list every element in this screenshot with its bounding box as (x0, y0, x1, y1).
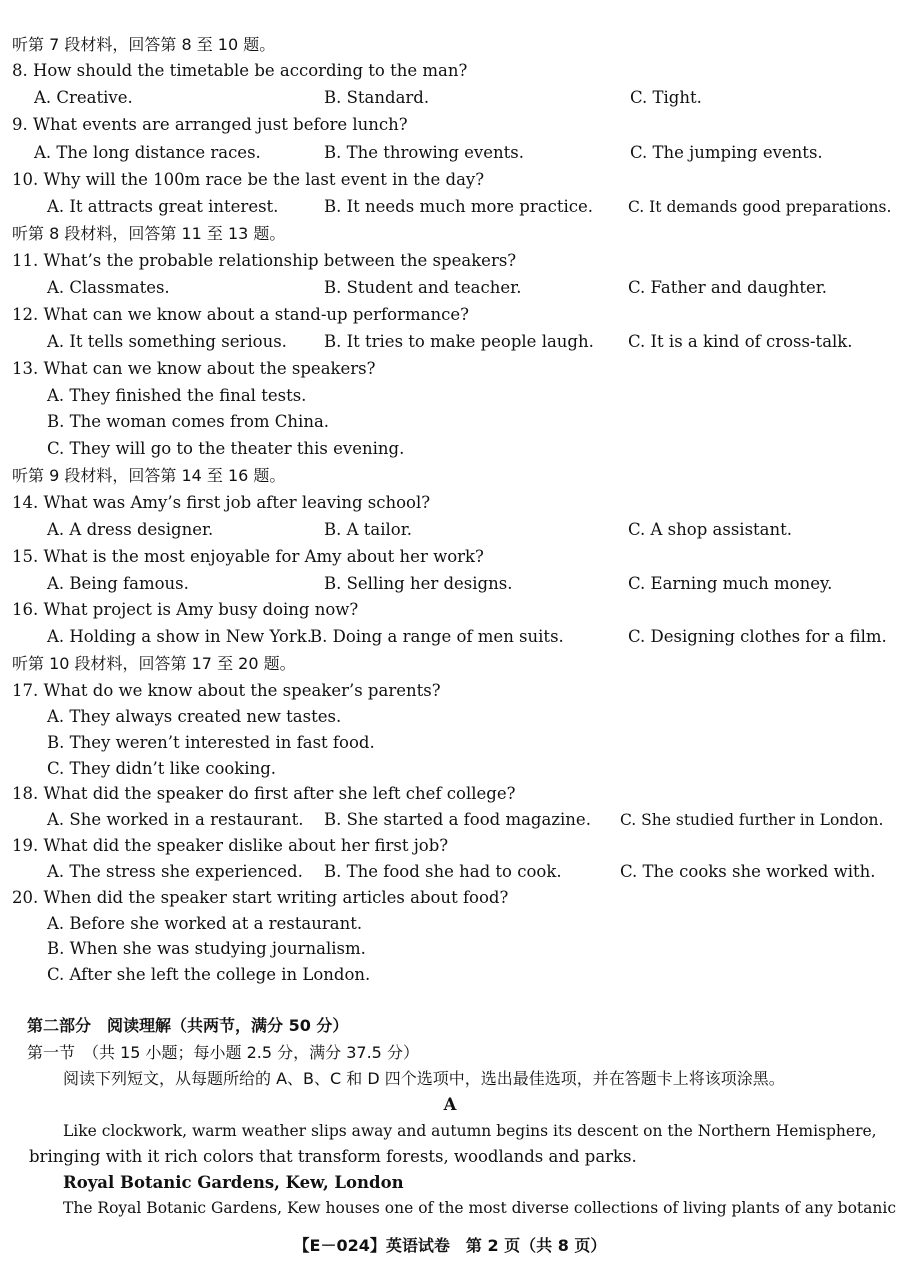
option-b: B. It needs much more practice. (324, 197, 593, 216)
question-15-stem: 15. What is the most enjoyable for Amy about her work? (12, 547, 484, 566)
option-b: B. The food she had to cook. (324, 862, 562, 881)
question-10-stem: 10. Why will the 100m race be the last event in the day? (12, 170, 485, 189)
question-14-options (0, 518, 900, 542)
question-17-stem: 17. What do we know about the speaker’s parents? (12, 681, 441, 700)
question-16-options (0, 625, 900, 649)
option-b: B. She started a food magazine. (324, 810, 591, 829)
question-9-stem: 9. What events are arranged just before lunch? (12, 115, 408, 134)
section-8-header: 听第 8 段材料，回答第 11 至 13 题。 (12, 224, 286, 243)
question-17-option-a: A. They always created new tastes. (47, 707, 342, 726)
question-15-options (0, 572, 900, 596)
option-a: A. The stress she experienced. (47, 862, 303, 881)
question-14-stem: 14. What was Amy’s first job after leaving school? (12, 493, 431, 512)
question-13-option-a: A. They finished the final tests. (47, 386, 307, 405)
question-8-stem: 8. How should the timetable be according to the man? (12, 61, 468, 80)
question-13-option-c: C. They will go to the theater this evening. (47, 439, 405, 458)
question-12-options (0, 330, 900, 354)
option-c: C. The jumping events. (630, 143, 823, 162)
option-a: A. Holding a show in New York. (47, 627, 312, 646)
question-20-stem: 20. When did the speaker start writing articles about food? (12, 888, 509, 907)
option-b: B. Student and teacher. (324, 278, 522, 297)
option-c: C. It is a kind of cross-talk. (628, 332, 853, 351)
question-11-stem: 11. What’s the probable relationship between the speakers? (12, 251, 517, 270)
question-13-option-b: B. The woman comes from China. (47, 412, 330, 431)
question-12-stem: 12. What can we know about a stand-up performance? (12, 305, 469, 324)
passage-paragraph-2-line-1: The Royal Botanic Gardens, Kew houses one of the most diverse collections of living plants of any botanic (63, 1199, 897, 1217)
option-b: B. Doing a range of men suits. (310, 627, 564, 646)
option-a: A. A dress designer. (47, 520, 214, 539)
option-c: C. She studied further in London. (620, 811, 884, 829)
question-9-options (0, 141, 900, 165)
option-a: A. Classmates. (47, 278, 170, 297)
page-footer: 【E－024】英语试卷 第 2 页（共 8 页） (293, 1236, 607, 1255)
option-b: B. It tries to make people laugh. (324, 332, 594, 351)
option-c: C. Earning much money. (628, 574, 833, 593)
passage-label: A (443, 1095, 457, 1114)
section-1-title: 第一节 （共 15 小题；每小题 2.5 分，满分 37.5 分） (27, 1043, 419, 1062)
question-10-options (0, 195, 900, 219)
instructions: 阅读下列短文，从每题所给的 A、B、C 和 D 四个选项中，选出最佳选项，并在答题卡上将该项涂黑。 (63, 1069, 785, 1088)
passage-paragraph-1-line-2: bringing with it rich colors that transform forests, woodlands and parks. (29, 1147, 637, 1166)
question-19-options (0, 860, 900, 884)
option-b: B. A tailor. (324, 520, 413, 539)
option-a: A. The long distance races. (34, 143, 261, 162)
question-8-options (0, 86, 900, 110)
question-11-options (0, 276, 900, 300)
question-18-options (0, 808, 900, 832)
question-20-option-b: B. When she was studying journalism. (47, 939, 366, 958)
option-b: B. Selling her designs. (324, 574, 513, 593)
question-13-stem: 13. What can we know about the speakers? (12, 359, 376, 378)
option-c: C. Father and daughter. (628, 278, 828, 297)
option-a: A. It attracts great interest. (47, 197, 279, 216)
option-a: A. She worked in a restaurant. (47, 810, 304, 829)
question-18-stem: 18. What did the speaker do first after she left chef college? (12, 784, 516, 803)
question-17-option-c: C. They didn’t like cooking. (47, 759, 277, 778)
option-b: B. Standard. (324, 88, 430, 107)
option-a: A. Being famous. (47, 574, 189, 593)
passage-paragraph-1-line-1: Like clockwork, warm weather slips away and autumn begins its descent on the Northern Hemisphere, (63, 1122, 877, 1140)
option-c: C. Tight. (630, 88, 702, 107)
part-2-title: 第二部分 阅读理解（共两节，满分 50 分） (27, 1016, 349, 1035)
option-c: C. It demands good preparations. (628, 198, 892, 216)
section-7-header: 听第 7 段材料，回答第 8 至 10 题。 (12, 35, 276, 54)
question-16-stem: 16. What project is Amy busy doing now? (12, 600, 359, 619)
option-c: C. Designing clothes for a film. (628, 627, 887, 646)
option-b: B. The throwing events. (324, 143, 524, 162)
question-20-option-a: A. Before she worked at a restaurant. (47, 914, 363, 933)
option-c: C. The cooks she worked with. (620, 862, 876, 881)
option-c: C. A shop assistant. (628, 520, 793, 539)
option-a: A. It tells something serious. (47, 332, 287, 351)
question-19-stem: 19. What did the speaker dislike about her first job? (12, 836, 449, 855)
question-17-option-b: B. They weren’t interested in fast food. (47, 733, 375, 752)
option-a: A. Creative. (34, 88, 133, 107)
passage-subheading: Royal Botanic Gardens, Kew, London (63, 1173, 404, 1192)
section-10-header: 听第 10 段材料，回答第 17 至 20 题。 (12, 654, 296, 673)
question-20-option-c: C. After she left the college in London. (47, 965, 371, 984)
section-9-header: 听第 9 段材料，回答第 14 至 16 题。 (12, 466, 286, 485)
